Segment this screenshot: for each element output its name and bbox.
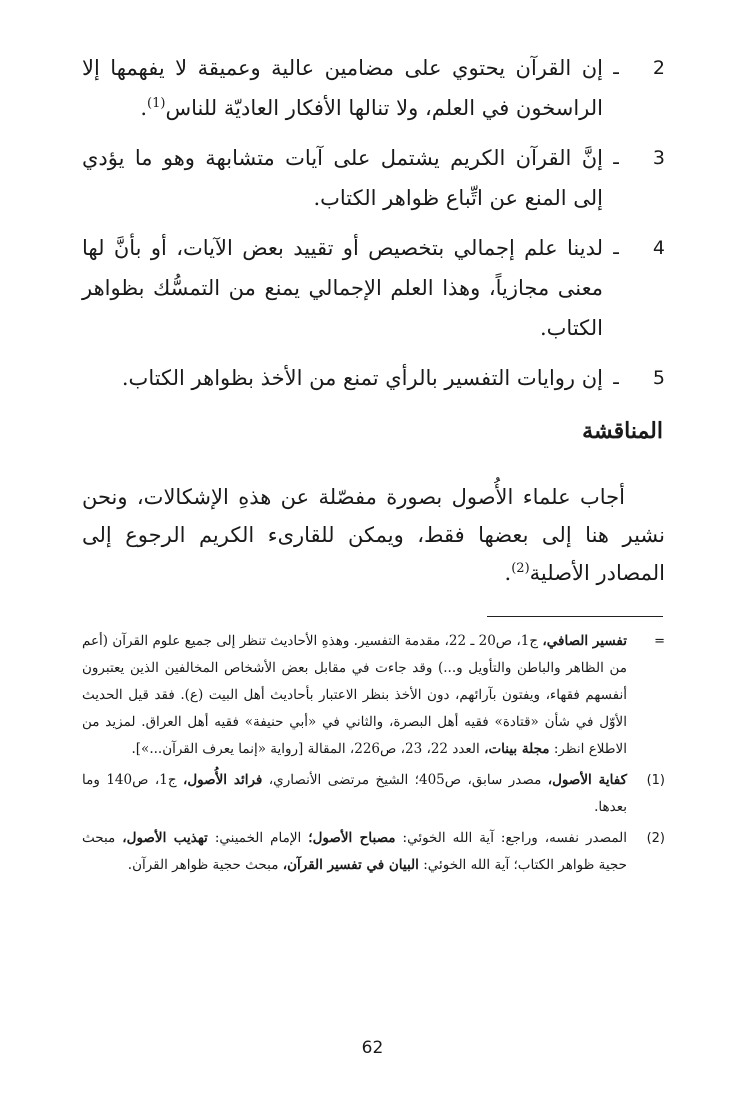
point-dash: ـ <box>613 57 619 79</box>
footnote-text-part: ج1، ص140 وما بعدها. <box>82 772 627 815</box>
footnote-text-part: مصدر سابق، ص405؛ الشيخ مرتضى الأنصاري، <box>262 772 548 788</box>
footnote-marker: = <box>654 634 665 649</box>
point-2 <box>82 48 665 128</box>
source-title: تهذيب الأصول، <box>122 830 208 846</box>
point-text: إن روايات التفسير بالرأي تمنع من الأخذ بظواهر الكتاب. <box>121 366 603 390</box>
point-4 <box>82 228 665 348</box>
paragraph-end: . <box>504 561 512 585</box>
section-heading: المناقشة <box>582 418 663 444</box>
point-dash: ـ <box>613 367 619 389</box>
footnote-text <box>82 825 627 879</box>
footnote-marker: (2) <box>646 831 665 846</box>
footnote-1 <box>82 767 665 821</box>
footnotes <box>82 628 665 883</box>
footnote-ref-2[interactable]: (2) <box>511 561 530 576</box>
point-dash: ـ <box>613 147 619 169</box>
point-text: لدينا علم إجمالي بتخصيص أو تقييد بعض الآيات، أو بأنَّ لها معنى مجازياً، وهذا العلم الإجمالي يمنع من التمسُّك بظواهر الكتاب. <box>82 236 603 340</box>
footnote-text-part: العدد 22، 23، ص226، المقالة [رواية «إنما يعرف القرآن...»]. <box>131 741 485 757</box>
footnote-2 <box>82 825 665 879</box>
discussion-paragraph <box>82 478 665 592</box>
footnote-ref-1[interactable]: (1) <box>147 96 166 111</box>
source-title: فرائد الأُصول، <box>182 772 263 788</box>
source-title: كفاية الأصول، <box>547 772 628 788</box>
point-body: إن القرآن يحتوي على مضامين عالية وعميقة لا يفهمها إلا الراسخون في العلم، ولا تنالها الأفكار العاديّة للناس <box>82 56 603 120</box>
point-dash: ـ <box>613 237 619 259</box>
footnote-text <box>82 628 627 763</box>
footnote-separator <box>487 616 663 617</box>
footnote-text-part: مبحث حجية ظواهر القرآن. <box>127 857 283 873</box>
page-number: 62 <box>361 1038 384 1058</box>
point-text <box>82 48 603 128</box>
point-number: 4 <box>652 237 665 259</box>
point-text: إنَّ القرآن الكريم يشتمل على آيات متشابهة وهو ما يؤدي إلى المنع عن اتِّباع ظواهر الكتاب. <box>82 146 603 210</box>
footnote-text-part: مبحث حجية ظواهر الكتاب؛ آية الله الخوئي: <box>82 830 627 873</box>
numbered-points <box>82 48 665 408</box>
point-5 <box>82 358 665 398</box>
footnote-text <box>82 767 627 821</box>
point-number: 3 <box>652 147 665 169</box>
source-title: البيان في تفسير القرآن، <box>282 857 419 873</box>
source-title: تفسير الصافي، <box>542 633 627 649</box>
source-title: مصباح الأصول؛ <box>308 830 396 846</box>
footnote-marker: (1) <box>646 773 665 788</box>
point-end: . <box>140 96 148 120</box>
footnote-text-part: المصدر نفسه، وراجع: آية الله الخوئي: <box>395 830 627 846</box>
point-3 <box>82 138 665 218</box>
footnote-text-part: الإمام الخميني: <box>207 830 309 846</box>
footnote-continued <box>82 628 665 763</box>
paragraph-body: أجاب علماء الأُصول بصورة مفصّلة عن هذهِ الإشكالات، ونحن نشير هنا إلى بعضها فقط، ويمكن للقارىء الكريم الرجوع إلى المصادر الأصلية <box>82 485 665 585</box>
point-number: 2 <box>652 57 665 79</box>
source-title: مجلة بينات، <box>484 741 550 757</box>
footnote-text-part: ج1، ص20 ـ 22، مقدمة التفسير. وهذهِ الأحاديث تنظر إلى جميع علوم القرآن (أعم من الظاهر والباطن والتأويل و...) وقد جاءت في مقابل بعض الأشخاص المخالفين الذين يعتبرون أنفسهم فقهاء، ويفتون بآرائهم، دون الأخذ بنظر الاعتبار بأحاديث أهل البيت (ع). فقد قيل الحديث الأوّل في شأن «قتادة» فقيه أهل البصرة، والثاني في «أبي حنيفة» فقيه أهل العراق. لمزيد من الاطلاع انظر: <box>82 633 627 757</box>
point-number: 5 <box>652 367 665 389</box>
